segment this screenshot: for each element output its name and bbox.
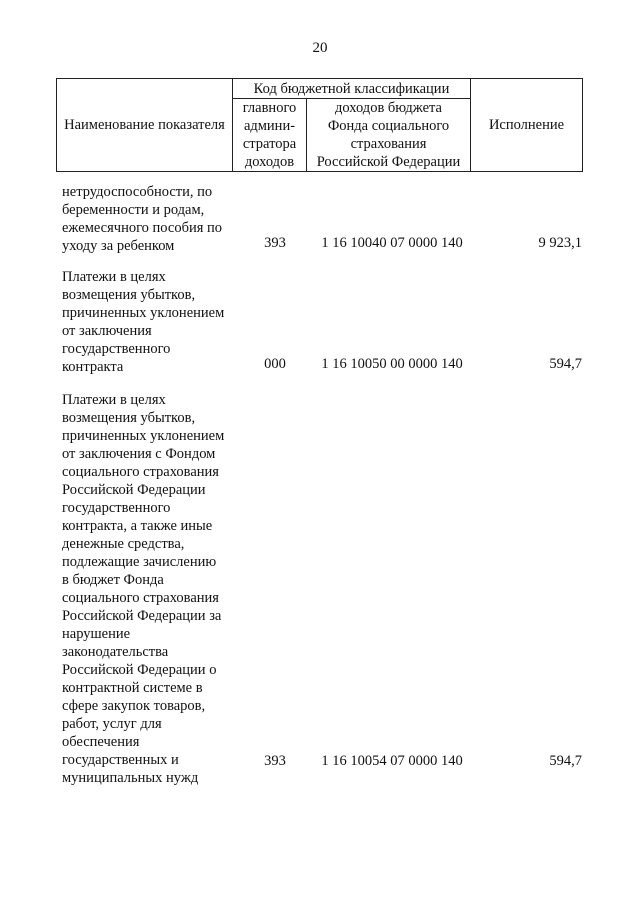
row-admin-code: 393 [264,753,286,769]
row-budget-code: 1 16 10050 00 0000 140 [321,356,463,372]
page-number: 20 [312,40,328,56]
row-admin-code: 000 [264,356,286,372]
row-amount: 594,7 [549,753,582,769]
row-amount: 594,7 [549,356,582,372]
row-amount: 9 923,1 [538,235,582,251]
budget-code-group-header: Код бюджетной классификации [233,79,471,99]
row-admin-code: 393 [264,235,286,251]
income-code-header: доходов бюджета Фонда социального страхования Российской Федерации [307,99,471,172]
row-budget-code: 1 16 10054 07 0000 140 [321,753,463,769]
row-budget-code: 1 16 10040 07 0000 140 [321,235,463,251]
table-header [56,78,583,172]
row-name: Платежи в целях возмещения убытков, причиненных уклонением от заключения с Фондом социального страхования Российской Федерации государственного контракта, а также иные денежные средства, подлежащие зачислению в бюджет Фонда социального страхования Российской Федерации за нарушение законодательства Российской Федерации о контрактной системе в сфере закупок товаров, работ, услуг для обеспечения государственных и муниципальных нужд [62,392,225,786]
row-name: нетрудоспособности, по беременности и родам, ежемесячного пособия по уходу за ребенком [62,184,223,254]
execution-header: Исполнение [471,79,583,172]
indicator-name-header: Наименование показателя [57,79,233,172]
row-name: Платежи в целях возмещения убытков, причиненных уклонением от заключения государственного контракта [62,269,225,375]
admin-code-header: главного админи- стратора доходов [233,99,307,172]
